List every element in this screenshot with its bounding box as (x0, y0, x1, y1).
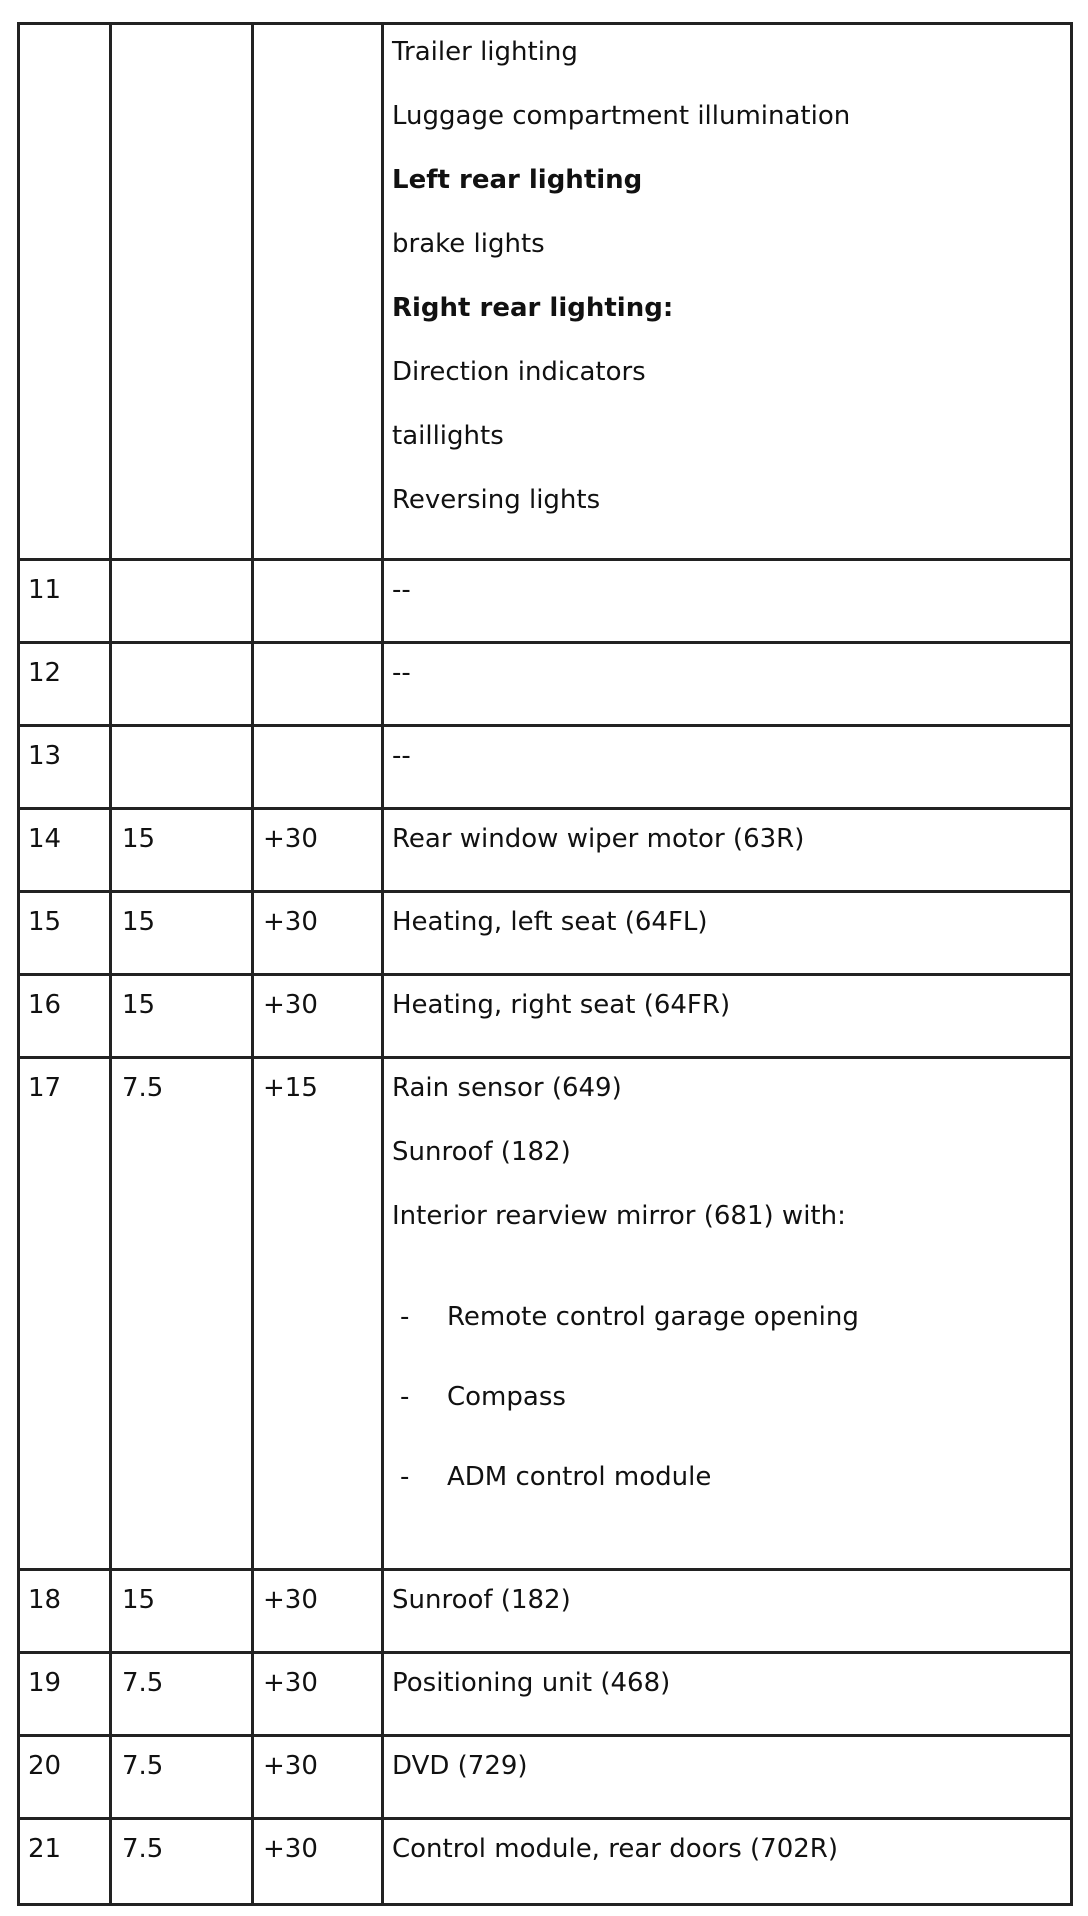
list-item: Remote control garage opening (447, 1302, 859, 1332)
description-heading: Left rear lighting (392, 165, 643, 195)
amperage: 7.5 (122, 1751, 164, 1781)
amperage: 7.5 (122, 1073, 164, 1103)
fuse-number: 12 (28, 658, 62, 688)
fuse-number: 17 (28, 1073, 62, 1103)
terminal: +15 (263, 1073, 318, 1103)
row-divider (20, 807, 1070, 810)
amperage: 15 (122, 990, 156, 1020)
row-divider (20, 1651, 1070, 1654)
terminal: +30 (263, 824, 318, 854)
amperage: 7.5 (122, 1834, 164, 1864)
row-divider (20, 890, 1070, 893)
terminal: +30 (263, 1585, 318, 1615)
description-line: Direction indicators (392, 357, 646, 387)
list-item: Compass (447, 1382, 566, 1412)
description: -- (392, 658, 411, 688)
description-line: Sunroof (182) (392, 1137, 571, 1167)
row-divider (20, 1734, 1070, 1737)
amperage: 15 (122, 1585, 156, 1615)
fuse-number: 21 (28, 1834, 62, 1864)
column-divider (251, 25, 254, 1903)
terminal: +30 (263, 1834, 318, 1864)
description-line: Rain sensor (649) (392, 1073, 622, 1103)
fuse-number: 18 (28, 1585, 62, 1615)
fuse-number: 15 (28, 907, 62, 937)
description: Positioning unit (468) (392, 1668, 671, 1698)
row-divider (20, 1817, 1070, 1820)
terminal: +30 (263, 1668, 318, 1698)
list-item: ADM control module (447, 1462, 712, 1492)
fuse-number: 13 (28, 741, 62, 771)
fuse-table (17, 22, 1073, 1906)
description-line: Trailer lighting (392, 37, 578, 67)
description-line: Interior rearview mirror (681) with: (392, 1201, 846, 1231)
description-line: Reversing lights (392, 485, 601, 515)
list-dash: - (400, 1462, 410, 1492)
row-divider (20, 973, 1070, 976)
description-heading: Right rear lighting: (392, 293, 674, 323)
description: -- (392, 741, 411, 771)
description-line: brake lights (392, 229, 545, 259)
description: DVD (729) (392, 1751, 528, 1781)
description: Sunroof (182) (392, 1585, 571, 1615)
terminal: +30 (263, 907, 318, 937)
row-divider (20, 641, 1070, 644)
amperage: 15 (122, 907, 156, 937)
description-line: Luggage compartment illumination (392, 101, 851, 131)
description: Rear window wiper motor (63R) (392, 824, 805, 854)
description: Control module, rear doors (702R) (392, 1834, 839, 1864)
row-divider (20, 1056, 1070, 1059)
fuse-number: 11 (28, 575, 62, 605)
row-divider (20, 558, 1070, 561)
fuse-number: 19 (28, 1668, 62, 1698)
terminal: +30 (263, 1751, 318, 1781)
description: Heating, right seat (64FR) (392, 990, 731, 1020)
row-divider (20, 724, 1070, 727)
description-line: taillights (392, 421, 504, 451)
column-divider (381, 25, 384, 1903)
amperage: 15 (122, 824, 156, 854)
list-dash: - (400, 1302, 410, 1332)
list-dash: - (400, 1382, 410, 1412)
description: Heating, left seat (64FL) (392, 907, 708, 937)
fuse-number: 14 (28, 824, 62, 854)
description: -- (392, 575, 411, 605)
fuse-number: 16 (28, 990, 62, 1020)
column-divider (109, 25, 112, 1903)
terminal: +30 (263, 990, 318, 1020)
fuse-number: 20 (28, 1751, 62, 1781)
amperage: 7.5 (122, 1668, 164, 1698)
row-divider (20, 1568, 1070, 1571)
